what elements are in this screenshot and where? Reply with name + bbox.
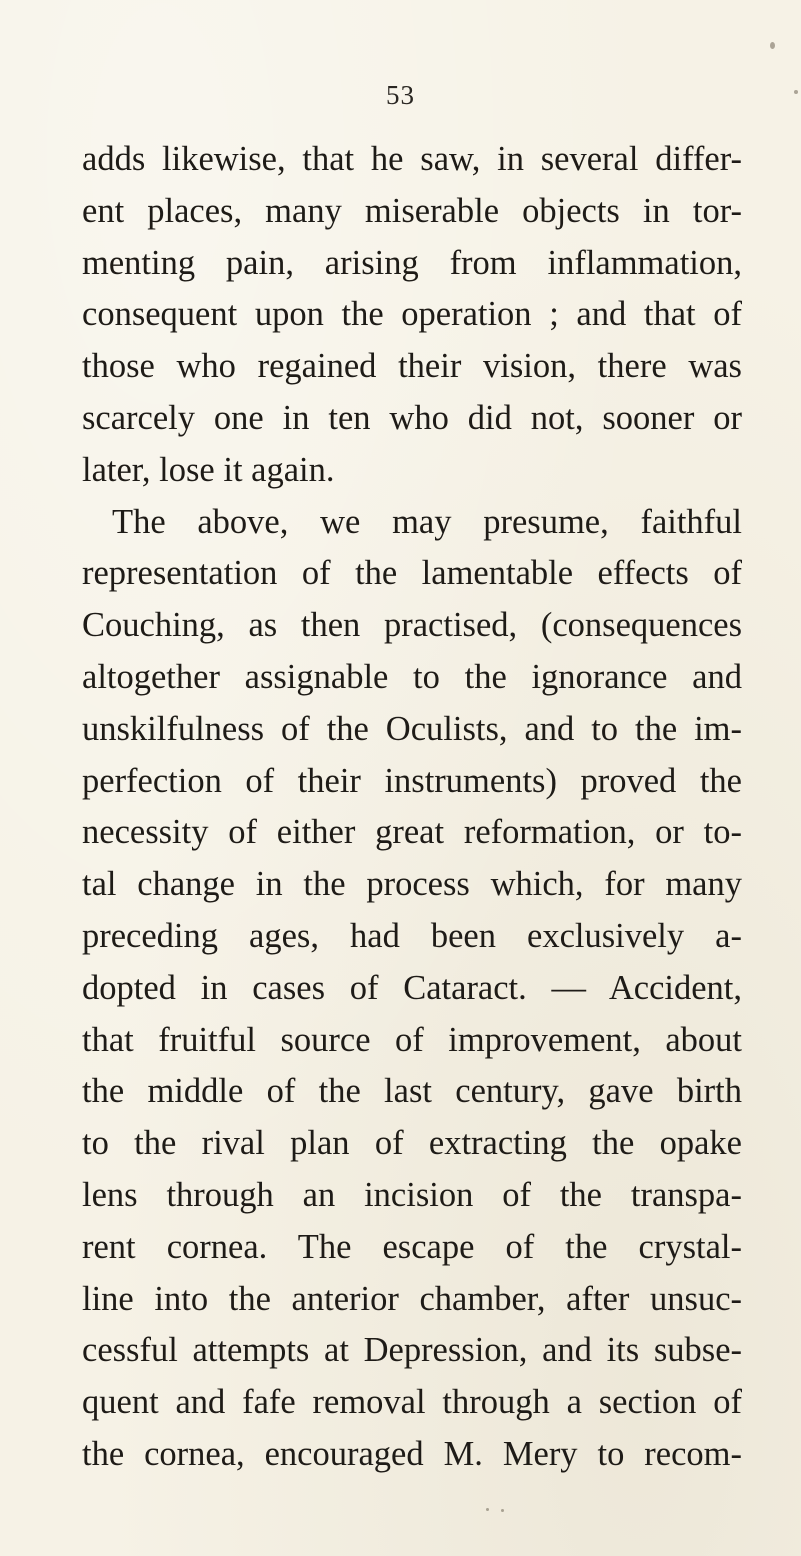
text-line-11: altogether assignable to the ignorance and — [82, 657, 742, 696]
page-number: 53 — [386, 80, 415, 110]
text-line-3: menting pain, arising from inflammation, — [82, 243, 742, 282]
text-line-20: to the rival plan of extracting the opake — [82, 1124, 742, 1163]
text-line-7: later, lose it again. — [82, 450, 335, 489]
text-line-14: necessity of either great reformation, or to- — [82, 813, 742, 852]
paper-speck — [486, 1508, 489, 1511]
text-line-5: those who regained their vision, there was — [82, 347, 742, 386]
text-line-8: The above, we may presume, faithful — [112, 502, 742, 541]
paper-speck — [770, 42, 775, 49]
text-line-25: quent and fafe removal through a section of — [82, 1383, 742, 1422]
text-line-9: representation of the lamentable effects of — [82, 554, 742, 593]
text-line-22: rent cornea. The escape of the crystal- — [82, 1227, 742, 1266]
text-line-10: Couching, as then practised, (consequences — [82, 606, 742, 645]
text-line-2: ent places, many miserable objects in tor- — [82, 191, 742, 230]
text-line-23: line into the anterior chamber, after unsuc- — [82, 1279, 742, 1318]
text-line-18: that fruitful source of improvement, about — [82, 1020, 742, 1059]
text-line-26: the cornea, encouraged M. Mery to recom- — [82, 1434, 742, 1473]
text-line-19: the middle of the last century, gave birth — [82, 1072, 742, 1111]
text-line-6: scarcely one in ten who did not, sooner or — [82, 398, 742, 437]
paper-speck — [501, 1509, 504, 1512]
text-line-21: lens through an incision of the transpa- — [82, 1175, 742, 1214]
text-line-15: tal change in the process which, for many — [82, 865, 742, 904]
text-line-16: preceding ages, had been exclusively a- — [82, 916, 742, 955]
text-line-4: consequent upon the operation ; and that of — [82, 295, 742, 334]
text-line-17: dopted in cases of Cataract. — Accident, — [82, 968, 742, 1007]
page-body-text — [82, 134, 742, 1481]
text-line-24: cessful attempts at Depression, and its subse- — [82, 1331, 742, 1370]
text-line-13: perfection of their instruments) proved the — [82, 761, 742, 800]
paper-speck — [794, 90, 798, 94]
text-line-1: adds likewise, that he saw, in several differ- — [82, 140, 742, 178]
text-line-12: unskilfulness of the Oculists, and to the im- — [82, 709, 742, 748]
